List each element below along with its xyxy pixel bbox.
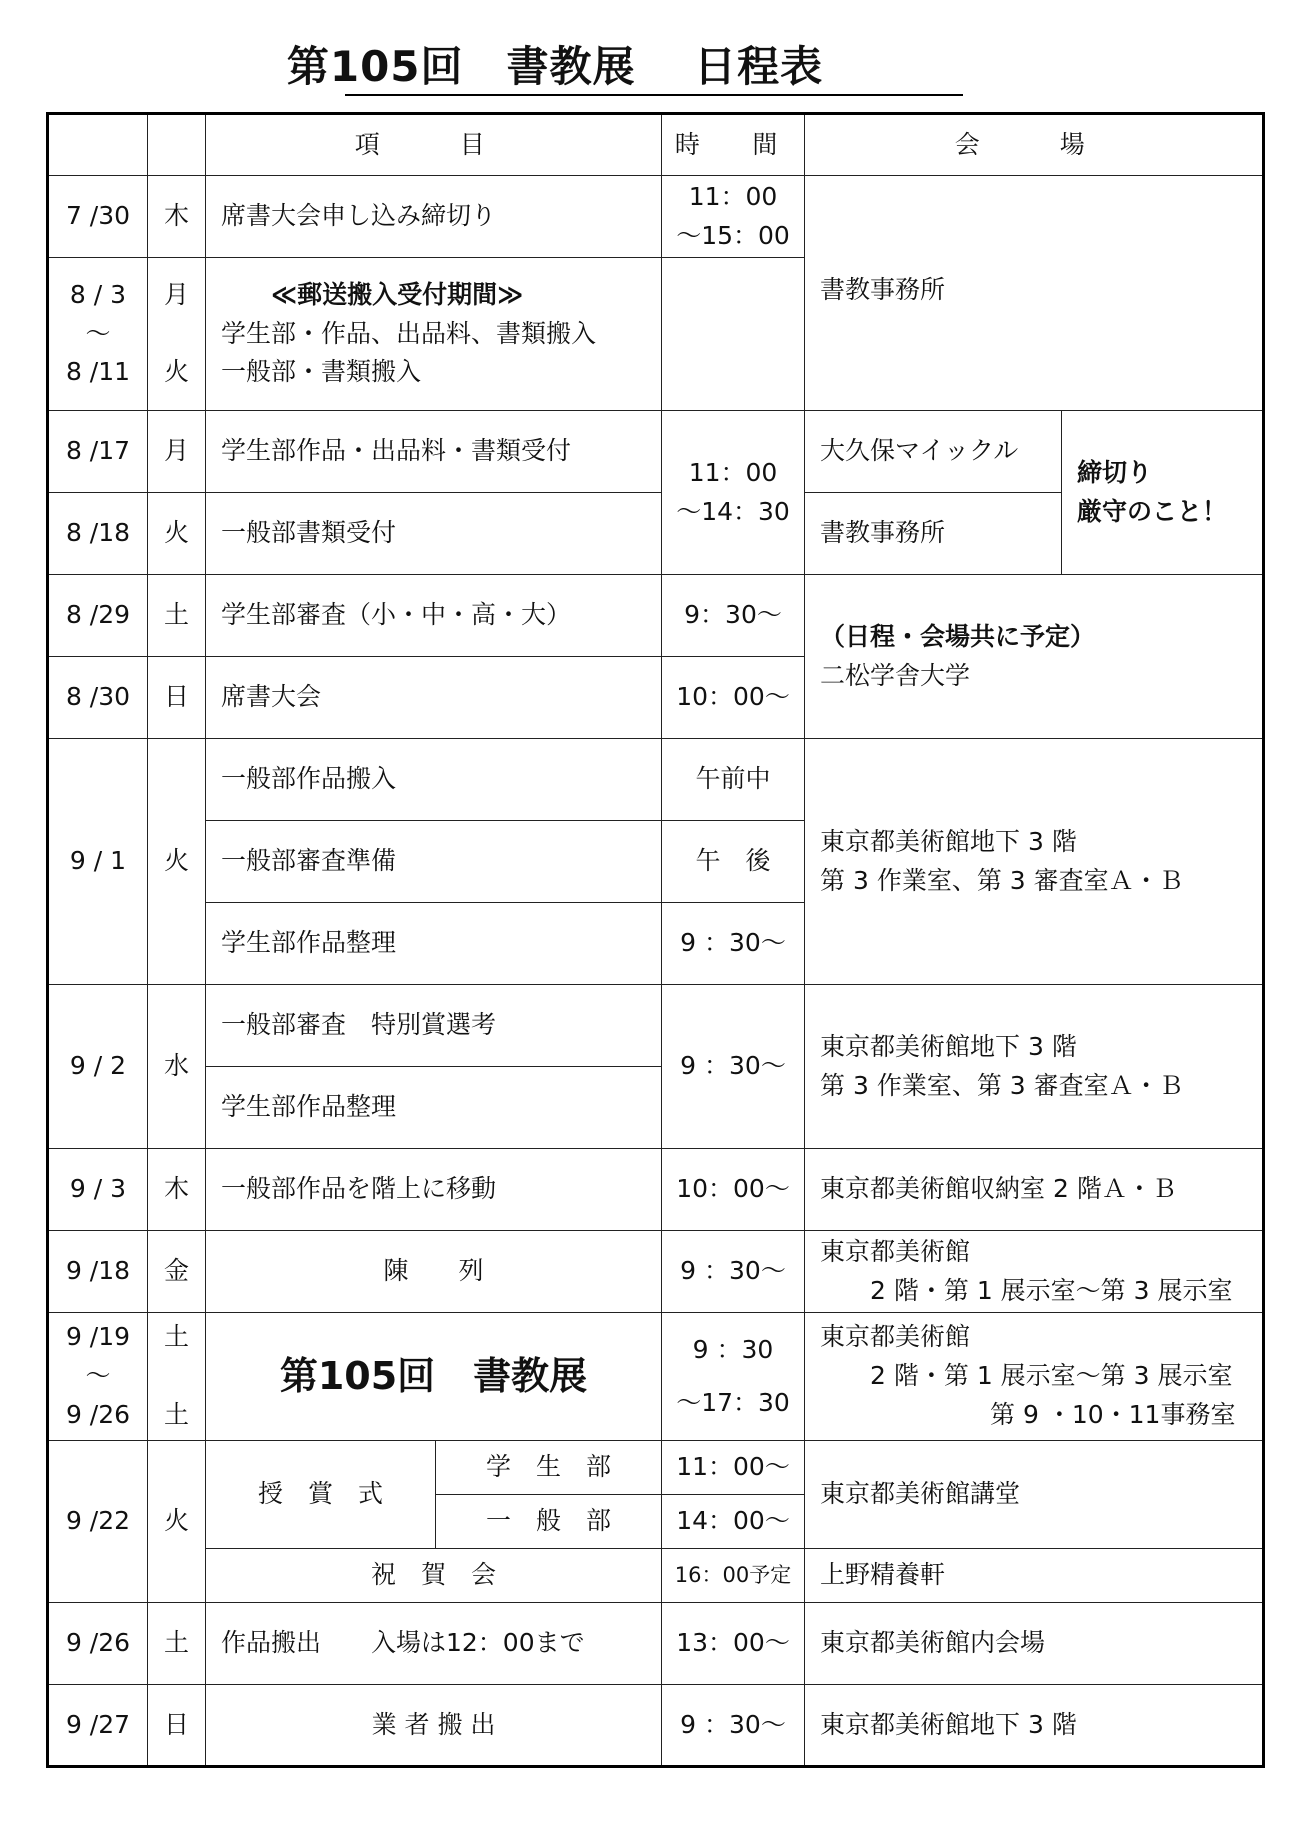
date-end: 9 /26 bbox=[65, 1399, 131, 1429]
header-time bbox=[662, 114, 805, 176]
day-range-cell bbox=[148, 258, 206, 411]
exhibition-name: 第105回 書教展 bbox=[206, 1313, 662, 1441]
date-cell: 8 /18 bbox=[48, 493, 148, 575]
date-cell: 9 /27 bbox=[48, 1685, 148, 1767]
time-line: ～15：00 bbox=[676, 220, 790, 250]
time-cell: 9：30～ bbox=[662, 575, 805, 657]
day-cell: 木 bbox=[148, 1149, 206, 1231]
venue-cell: 東京都美術館収納室 2 階Ａ・Ｂ bbox=[805, 1149, 1264, 1231]
table-header-row bbox=[48, 114, 1264, 176]
day-range-cell bbox=[148, 1313, 206, 1441]
venue-cell: 大久保マイックル bbox=[805, 411, 1062, 493]
time-cell: 午前中 bbox=[662, 739, 805, 821]
day-cell: 金 bbox=[148, 1231, 206, 1313]
header-venue-label: 会 場 bbox=[954, 129, 1113, 159]
sub-item-cell: 一 般 部 bbox=[436, 1495, 662, 1549]
page-title: 第105回 書教展 日程表 bbox=[286, 42, 824, 91]
date-cell: 8 /17 bbox=[48, 411, 148, 493]
header-date-cell bbox=[48, 114, 148, 176]
time-cell: 14：00～ bbox=[662, 1495, 805, 1549]
table-row bbox=[48, 411, 1264, 493]
item-cell: 一般部審査 特別賞選考 bbox=[206, 985, 662, 1067]
day-cell: 木 bbox=[148, 176, 206, 258]
time-cell: 9 ：30～ bbox=[662, 1231, 805, 1313]
item-cell bbox=[206, 258, 662, 411]
header-time-label: 時 間 bbox=[674, 129, 792, 159]
time-cell: 10：00～ bbox=[662, 657, 805, 739]
date-cell: 9 /26 bbox=[48, 1603, 148, 1685]
item-cell: 一般部作品搬入 bbox=[206, 739, 662, 821]
item-cell: 学生部作品整理 bbox=[206, 903, 662, 985]
venue-cell: 東京都美術館講堂 bbox=[805, 1441, 1264, 1549]
venue-note: （日程・会場共に予定） bbox=[820, 621, 1096, 651]
venue-cell: 書教事務所 bbox=[805, 176, 1264, 411]
table-row bbox=[48, 1549, 1264, 1603]
day-cell: 土 bbox=[148, 575, 206, 657]
item-cell: 一般部書類受付 bbox=[206, 493, 662, 575]
item-cell: 学生部審査（小・中・高・大） bbox=[206, 575, 662, 657]
table-row bbox=[48, 1685, 1264, 1767]
item-cell: 学生部作品・出品料・書類受付 bbox=[206, 411, 662, 493]
time-cell: 9 ：30～ bbox=[662, 985, 805, 1149]
day-end: 土 bbox=[163, 1399, 189, 1429]
date-cell: 7 /30 bbox=[48, 176, 148, 258]
date-start: 8 / 3 bbox=[69, 279, 127, 309]
day-cell: 火 bbox=[148, 739, 206, 985]
time-cell: 10：00～ bbox=[662, 1149, 805, 1231]
time-cell-empty bbox=[662, 258, 805, 411]
table-row bbox=[48, 739, 1264, 821]
venue-cell bbox=[805, 1231, 1264, 1313]
item-line: 一般部・書類搬入 bbox=[221, 357, 422, 387]
item-cell: 席書大会申し込み締切り bbox=[206, 176, 662, 258]
table-row bbox=[48, 1149, 1264, 1231]
venue-cell: 上野精養軒 bbox=[805, 1549, 1264, 1603]
table-row bbox=[48, 985, 1264, 1067]
venue-line: 第 9 ・10・11事務室 bbox=[990, 1399, 1236, 1429]
time-cell: 9 ：30～ bbox=[662, 903, 805, 985]
venue-cell: 書教事務所 bbox=[805, 493, 1062, 575]
date-cell: 8 /30 bbox=[48, 657, 148, 739]
item-cell: 学生部作品整理 bbox=[206, 1067, 662, 1149]
day-cell: 日 bbox=[148, 657, 206, 739]
sub-item-cell: 学 生 部 bbox=[436, 1441, 662, 1495]
time-cell: 午 後 bbox=[662, 821, 805, 903]
deadline-note bbox=[1062, 411, 1264, 575]
table-row bbox=[48, 1231, 1264, 1313]
date-start: 9 /19 bbox=[65, 1322, 131, 1352]
ceremony-cell: 授 賞 式 bbox=[206, 1441, 436, 1549]
date-cell: 9 / 1 bbox=[48, 739, 148, 985]
day-cell: 月 bbox=[148, 411, 206, 493]
time-cell: 16：00予定 bbox=[662, 1549, 805, 1603]
venue-line: 第 3 作業室、第 3 審査室Ａ・Ｂ bbox=[820, 1070, 1184, 1100]
time-cell: 13：00～ bbox=[662, 1603, 805, 1685]
date-cell: 8 /29 bbox=[48, 575, 148, 657]
day-cell: 火 bbox=[148, 493, 206, 575]
time-line: 11：00 bbox=[688, 457, 778, 487]
venue-line: 二松学舎大学 bbox=[820, 660, 971, 690]
venue-line: 東京都美術館地下 3 階 bbox=[820, 826, 1077, 856]
venue-line: 第 3 作業室、第 3 審査室Ａ・Ｂ bbox=[820, 865, 1184, 895]
date-end: 8 /11 bbox=[65, 357, 131, 387]
time-cell bbox=[662, 1313, 805, 1441]
item-line: 学生部・作品、出品料、書類搬入 bbox=[221, 318, 597, 348]
time-line: 9 ：30 bbox=[692, 1334, 774, 1364]
time-cell: 11：00～ bbox=[662, 1441, 805, 1495]
table-row bbox=[48, 176, 1264, 258]
title-underline bbox=[345, 94, 963, 96]
venue-line: 2 階・第 1 展示室～第 3 展示室 bbox=[870, 1275, 1233, 1305]
header-item bbox=[206, 114, 662, 176]
table-row bbox=[48, 1441, 1264, 1495]
day-start: 土 bbox=[163, 1322, 189, 1352]
date-cell: 9 /18 bbox=[48, 1231, 148, 1313]
header-venue bbox=[805, 114, 1264, 176]
day-cell: 日 bbox=[148, 1685, 206, 1767]
item-cell: 席書大会 bbox=[206, 657, 662, 739]
table-row bbox=[48, 1603, 1264, 1685]
item-cell: 作品搬出 入場は12：00まで bbox=[206, 1603, 662, 1685]
note-line: 締切り bbox=[1077, 457, 1153, 487]
date-cell: 9 / 3 bbox=[48, 1149, 148, 1231]
venue-cell bbox=[805, 1313, 1264, 1441]
party-cell: 祝 賀 会 bbox=[206, 1549, 662, 1603]
venue-cell bbox=[805, 739, 1264, 985]
date-cell: 9 /22 bbox=[48, 1441, 148, 1603]
header-day-cell bbox=[148, 114, 206, 176]
day-cell: 火 bbox=[148, 1441, 206, 1603]
time-cell bbox=[662, 411, 805, 575]
venue-line: 東京都美術館 bbox=[820, 1322, 971, 1352]
item-cell: 一般部審査準備 bbox=[206, 821, 662, 903]
time-line: ～14：30 bbox=[676, 496, 790, 526]
date-tilde: ～ bbox=[85, 318, 111, 348]
item-cell: 陳 列 bbox=[206, 1231, 662, 1313]
item-cell: 業 者 搬 出 bbox=[206, 1685, 662, 1767]
venue-line: 東京都美術館地下 3 階 bbox=[820, 1031, 1077, 1061]
venue-cell: 東京都美術館内会場 bbox=[805, 1603, 1264, 1685]
venue-cell: 東京都美術館地下 3 階 bbox=[805, 1685, 1264, 1767]
note-line: 厳守のこと！ bbox=[1077, 496, 1228, 526]
time-line: ～17：30 bbox=[676, 1387, 790, 1417]
day-cell: 水 bbox=[148, 985, 206, 1149]
day-start: 月 bbox=[163, 279, 189, 309]
date-cell: 9 / 2 bbox=[48, 985, 148, 1149]
date-tilde: ～ bbox=[85, 1361, 111, 1391]
time-cell: 9 ：30～ bbox=[662, 1685, 805, 1767]
venue-cell bbox=[805, 575, 1264, 739]
date-range-cell bbox=[48, 258, 148, 411]
time-line: 11：00 bbox=[688, 181, 778, 211]
table-row bbox=[48, 1313, 1264, 1441]
day-cell: 土 bbox=[148, 1603, 206, 1685]
venue-line: 東京都美術館 bbox=[820, 1236, 971, 1266]
table-row bbox=[48, 575, 1264, 657]
date-range-cell bbox=[48, 1313, 148, 1441]
day-end: 火 bbox=[163, 357, 189, 387]
item-title: ≪郵送搬入受付期間≫ bbox=[271, 279, 524, 309]
header-item-label: 項 目 bbox=[354, 129, 513, 159]
time-cell bbox=[662, 176, 805, 258]
schedule-table bbox=[46, 112, 1265, 1768]
venue-cell bbox=[805, 985, 1264, 1149]
item-cell: 一般部作品を階上に移動 bbox=[206, 1149, 662, 1231]
venue-line: 2 階・第 1 展示室～第 3 展示室 bbox=[870, 1361, 1233, 1391]
